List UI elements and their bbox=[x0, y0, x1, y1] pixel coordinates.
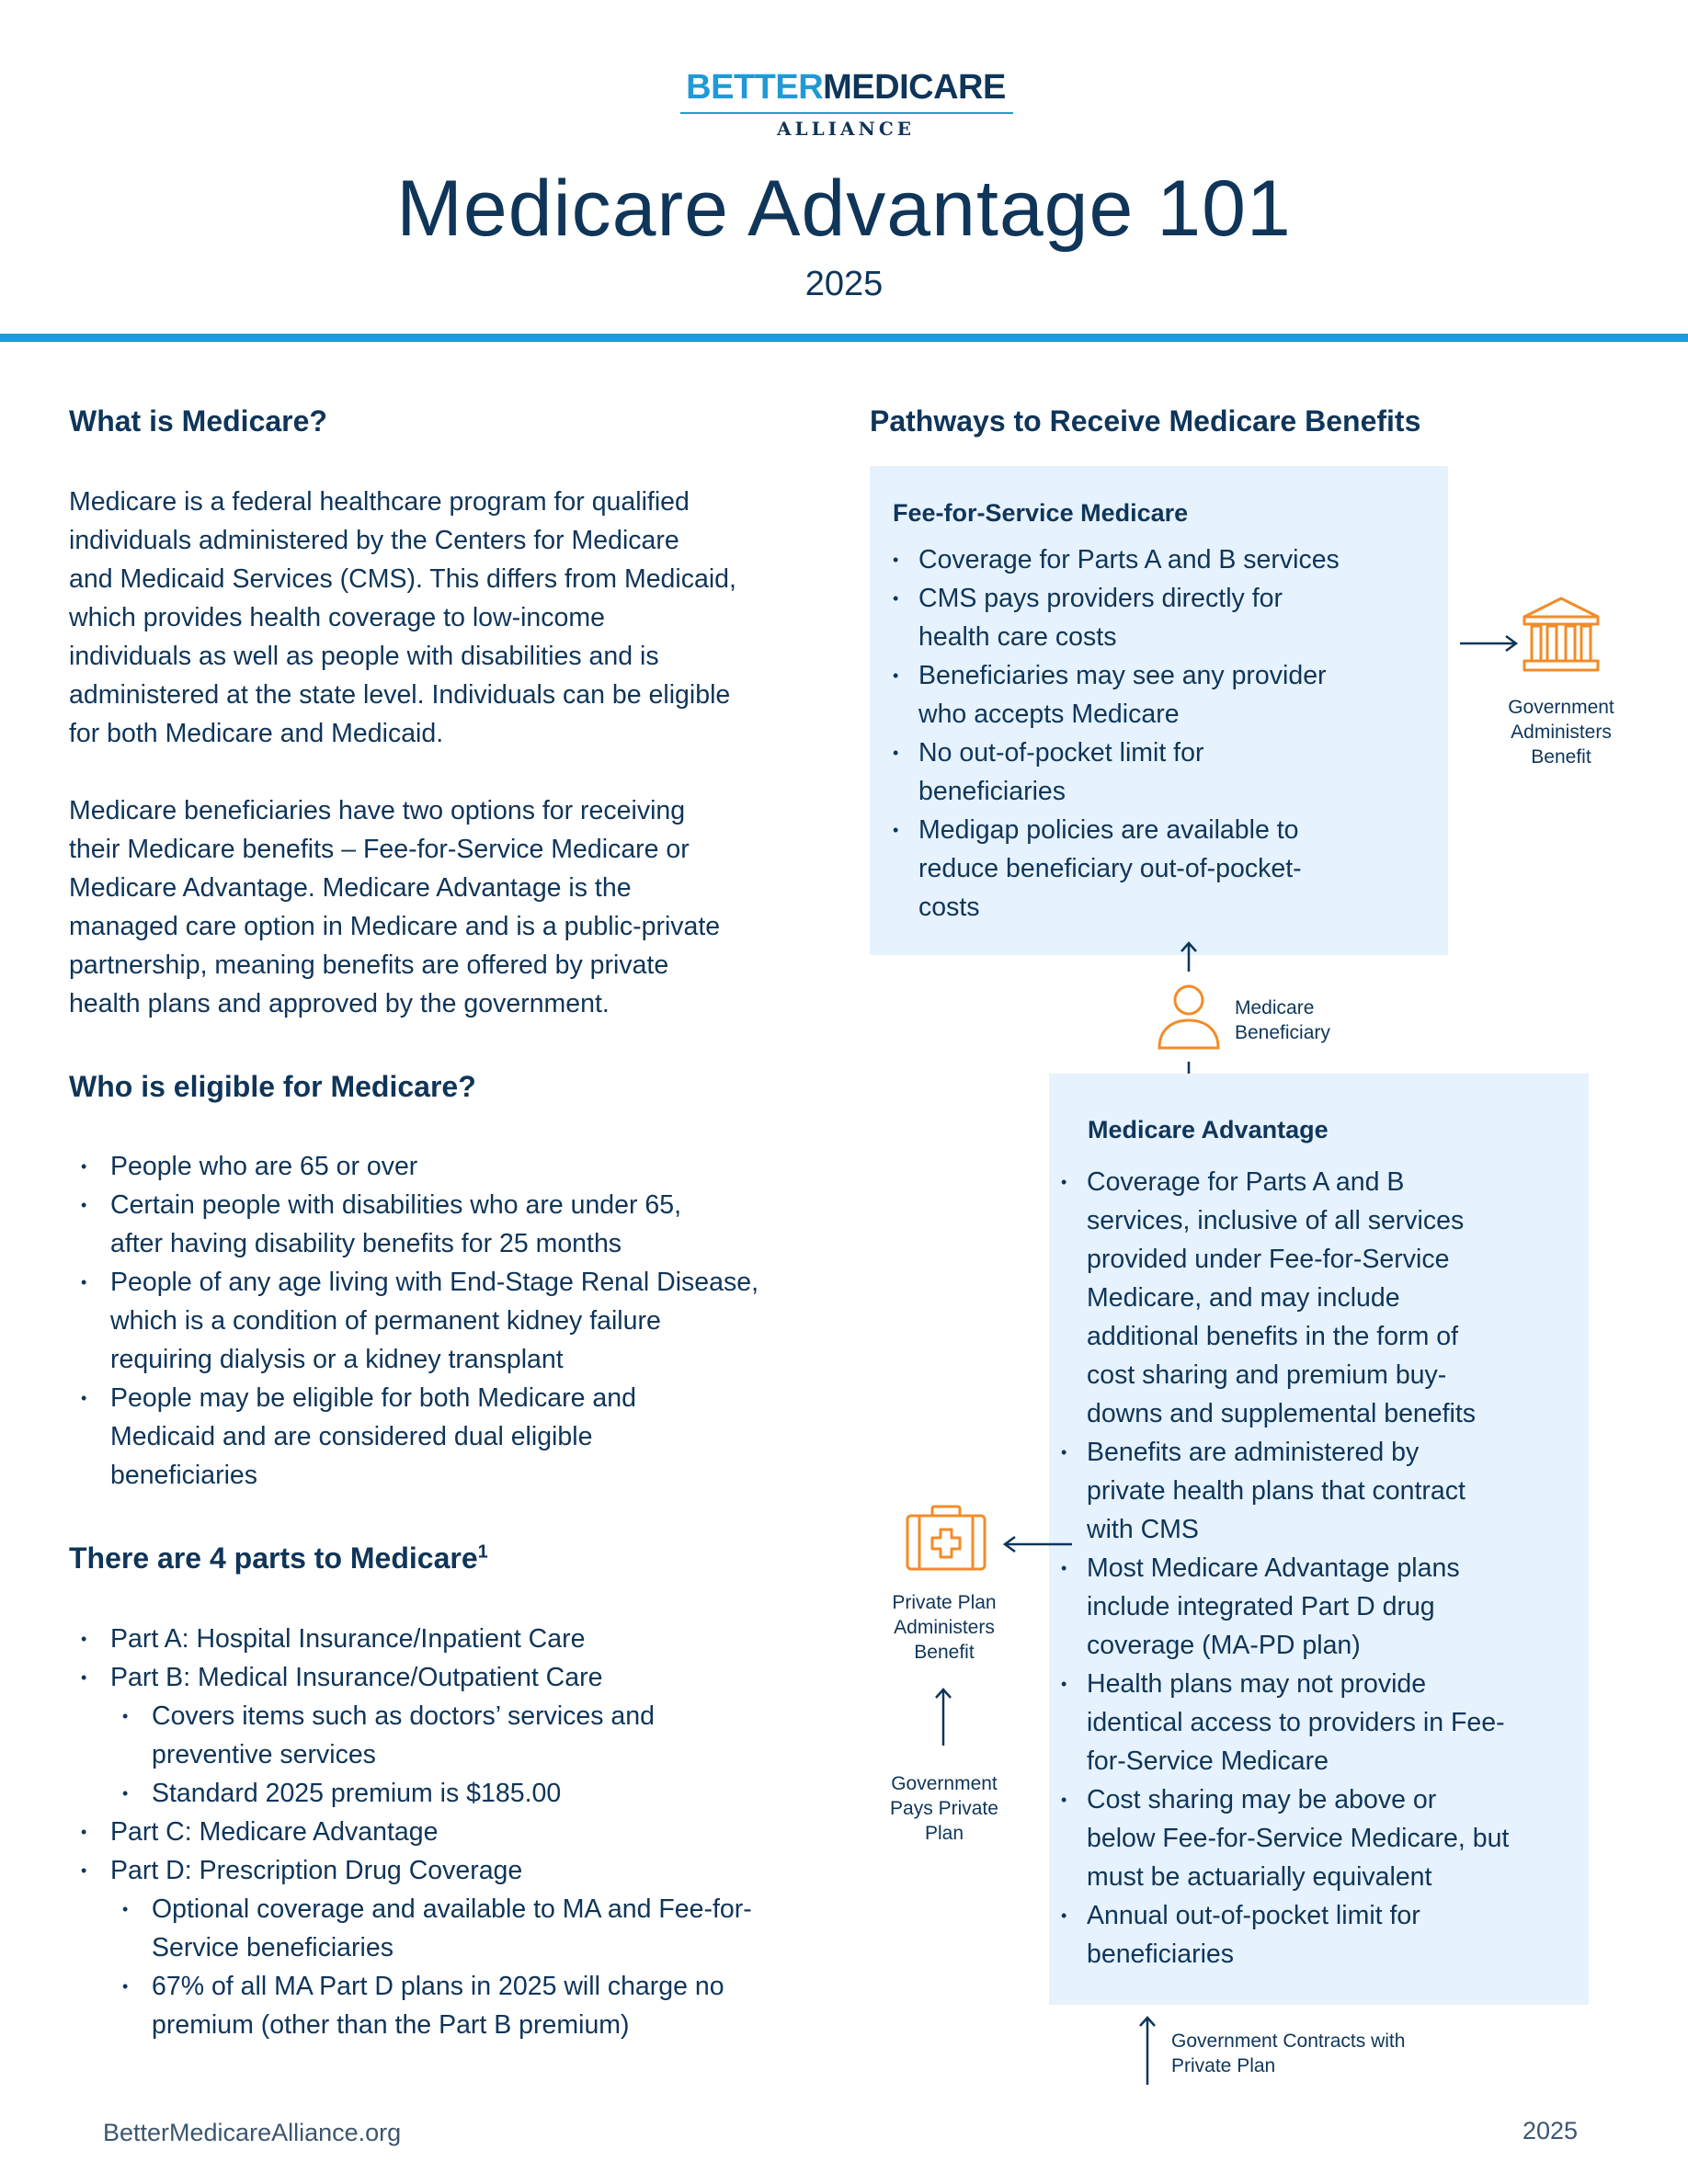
paragraph-line: and Medicaid Services (CMS). This differs from Medicaid, bbox=[69, 564, 736, 594]
list-item bbox=[69, 1967, 841, 2044]
ma-list bbox=[1061, 1163, 1585, 1974]
list-item-line: provided under Fee-for-Service bbox=[1087, 1245, 1450, 1274]
list-item-line: costs bbox=[918, 893, 980, 922]
list-item-line: must be actuarially equivalent bbox=[1087, 1862, 1432, 1892]
beneficiary-label bbox=[1235, 995, 1391, 1045]
list-item-line: requiring dialysis or a kidney transplant bbox=[110, 1345, 564, 1374]
list-item-line: Service beneficiaries bbox=[152, 1933, 393, 1962]
list-item-line: preventive services bbox=[152, 1740, 376, 1769]
list-item bbox=[1061, 1780, 1585, 1896]
list-item bbox=[69, 1697, 841, 1774]
label-line: Beneficiary bbox=[1235, 1022, 1330, 1043]
who-list bbox=[69, 1147, 841, 1495]
list-item-line: • Part B: Medical Insurance/Outpatient Care bbox=[110, 1663, 603, 1692]
list-item bbox=[69, 1774, 841, 1813]
list-item-line: beneficiaries bbox=[918, 777, 1066, 806]
label-line: Administers bbox=[894, 1617, 995, 1638]
list-item-line: below Fee-for-Service Medicare, but bbox=[1087, 1824, 1510, 1853]
label-line: Plan bbox=[924, 1823, 964, 1844]
label-line: Benefit bbox=[1531, 746, 1591, 768]
list-item-line: • Coverage for Parts A and B services bbox=[918, 545, 1340, 574]
list-item bbox=[893, 579, 1435, 656]
ffs-list bbox=[893, 540, 1435, 927]
list-item-line: beneficiaries bbox=[1087, 1939, 1235, 1969]
list-item-line: services, inclusive of all services bbox=[1087, 1206, 1465, 1235]
list-item-line: • Benefits are administered by bbox=[1087, 1438, 1420, 1467]
list-item-line: Medicaid and are considered dual eligible bbox=[110, 1422, 593, 1451]
list-item bbox=[893, 540, 1435, 579]
list-item-line: • CMS pays providers directly for bbox=[918, 584, 1283, 613]
list-item-line: • Coverage for Parts A and B bbox=[1087, 1167, 1405, 1197]
paragraph-line: Medicare beneficiaries have two options for receiving bbox=[69, 796, 686, 825]
label-line: Government bbox=[1508, 697, 1614, 718]
list-item bbox=[69, 1851, 841, 1890]
label-line: Private Plan bbox=[1171, 2055, 1276, 2076]
label-line: Pays Private bbox=[890, 1798, 998, 1819]
paragraph-line: health plans and approved by the government. bbox=[69, 989, 610, 1018]
list-item bbox=[69, 1890, 841, 1967]
list-item-line: additional benefits in the form of bbox=[1087, 1322, 1458, 1351]
paragraph-line: managed care option in Medicare and is a public-private bbox=[69, 912, 721, 941]
list-item bbox=[69, 1263, 841, 1379]
label-line: Medicare bbox=[1235, 997, 1315, 1018]
what-paragraph-2 bbox=[69, 791, 832, 1023]
list-item-line: • No out-of-pocket limit for bbox=[918, 738, 1204, 768]
list-item bbox=[1061, 1549, 1585, 1665]
paragraph-line: Medicare is a federal healthcare program for qualified bbox=[69, 487, 690, 517]
label-line: Government Contracts with bbox=[1171, 2030, 1406, 2052]
list-item-line: with CMS bbox=[1087, 1515, 1199, 1544]
logo-divider bbox=[680, 112, 1013, 114]
list-item bbox=[69, 1620, 841, 1658]
list-item-line: after having disability benefits for 25 months bbox=[110, 1229, 622, 1258]
gov-contracts-label bbox=[1171, 2029, 1484, 2078]
who-heading: Who is eligible for Medicare? bbox=[69, 1070, 476, 1103]
what-paragraph-1 bbox=[69, 483, 832, 753]
paragraph-line: individuals as well as people with disabilities and is bbox=[69, 642, 659, 671]
paragraph-line: for both Medicare and Medicaid. bbox=[69, 719, 444, 748]
parts-list bbox=[69, 1620, 841, 2044]
list-item bbox=[1061, 1665, 1585, 1780]
list-item-line: • Health plans may not provide bbox=[1087, 1669, 1427, 1699]
list-item-line: cost sharing and premium buy- bbox=[1087, 1360, 1447, 1390]
pathways-heading: Pathways to Receive Medicare Benefits bbox=[870, 404, 1421, 438]
list-item-line: • Part D: Prescription Drug Coverage bbox=[110, 1856, 523, 1885]
ma-title: Medicare Advantage bbox=[1088, 1116, 1329, 1143]
list-item-line: which is a condition of permanent kidney failure bbox=[110, 1306, 661, 1336]
list-item bbox=[893, 656, 1435, 734]
arrow-left-icon bbox=[1002, 1530, 1076, 1558]
list-item-line: health care costs bbox=[918, 622, 1117, 652]
paragraph-line: partnership, meaning benefits are offered by private bbox=[69, 950, 669, 980]
list-item-line: downs and supplemental benefits bbox=[1087, 1399, 1477, 1428]
paragraph-line: Medicare Advantage. Medicare Advantage is the bbox=[69, 873, 632, 903]
medical-briefcase-icon bbox=[905, 1504, 987, 1572]
page-title: Medicare Advantage 101 bbox=[396, 165, 1292, 253]
paragraph-line: which provides health coverage to low-income bbox=[69, 603, 605, 632]
list-item bbox=[69, 1186, 841, 1263]
list-item-line: Medicare, and may include bbox=[1087, 1283, 1400, 1313]
ma-box bbox=[1049, 1074, 1589, 2005]
page-year: 2025 bbox=[804, 265, 884, 303]
list-item bbox=[1061, 1896, 1585, 1974]
paragraph-line: individuals administered by the Centers for Medicare bbox=[69, 526, 679, 555]
list-item bbox=[69, 1379, 841, 1495]
list-item-line: coverage (MA-PD plan) bbox=[1087, 1631, 1361, 1660]
list-item-line: identical access to providers in Fee- bbox=[1087, 1708, 1505, 1737]
list-item-line: for-Service Medicare bbox=[1087, 1746, 1329, 1776]
logo-medicare: MEDICARE bbox=[823, 68, 1006, 107]
private-admin-label bbox=[853, 1590, 1035, 1665]
list-item-line: • Beneficiaries may see any provider bbox=[918, 661, 1327, 690]
list-item-line: • Part A: Hospital Insurance/Inpatient Care bbox=[110, 1624, 586, 1654]
logo-better: BETTER bbox=[686, 68, 824, 107]
footnote-marker: 1 bbox=[477, 1541, 488, 1563]
list-item-line: • Certain people with disabilities who are under 65, bbox=[110, 1190, 682, 1220]
ffs-title: Fee-for-Service Medicare bbox=[893, 499, 1189, 527]
list-item bbox=[69, 1658, 841, 1697]
list-item bbox=[69, 1147, 841, 1186]
list-item-line: beneficiaries bbox=[110, 1461, 258, 1490]
header-divider bbox=[0, 334, 1688, 342]
list-item bbox=[1061, 1163, 1585, 1433]
list-item-line: reduce beneficiary out-of-pocket- bbox=[918, 854, 1302, 883]
what-heading: What is Medicare? bbox=[69, 404, 327, 438]
list-item-line: • Standard 2025 premium is $185.00 bbox=[152, 1779, 562, 1808]
logo-alliance: ALLIANCE bbox=[777, 118, 915, 140]
list-item bbox=[893, 811, 1435, 927]
list-item-line: • 67% of all MA Part D plans in 2025 will charge no bbox=[152, 1972, 724, 2001]
gov-admin-label bbox=[1471, 695, 1651, 769]
label-line: Administers bbox=[1511, 722, 1612, 743]
list-item-line: • Most Medicare Advantage plans bbox=[1087, 1553, 1460, 1583]
footer-url[interactable]: BetterMedicareAlliance.org bbox=[103, 2119, 402, 2146]
paragraph-line: their Medicare benefits – Fee-for-Service Medicare or bbox=[69, 835, 690, 864]
list-item-line: • Part C: Medicare Advantage bbox=[110, 1817, 439, 1847]
list-item-line: • Medigap policies are available to bbox=[918, 815, 1299, 845]
arrow-up-icon bbox=[1175, 940, 1203, 973]
footer-year: 2025 bbox=[1523, 2117, 1579, 2144]
gov-pays-label bbox=[853, 1771, 1035, 1846]
label-line: Benefit bbox=[914, 1642, 975, 1663]
person-icon bbox=[1154, 982, 1224, 1052]
paragraph-line: administered at the state level. Individuals can be eligible bbox=[69, 680, 731, 710]
list-item-line: • Optional coverage and available to MA and Fee-for- bbox=[152, 1894, 752, 1924]
arrow-up-icon bbox=[930, 1687, 957, 1749]
list-item-line: premium (other than the Part B premium) bbox=[152, 2010, 630, 2040]
label-line: Private Plan bbox=[892, 1592, 997, 1613]
list-item-line: • People who are 65 or over bbox=[110, 1152, 418, 1181]
ffs-box bbox=[870, 466, 1448, 955]
list-item-line: private health plans that contract bbox=[1087, 1476, 1466, 1506]
list-item-line: who accepts Medicare bbox=[918, 700, 1180, 729]
list-item-line: • People of any age living with End-Stage Renal Disease, bbox=[110, 1268, 759, 1297]
logo-wordmark bbox=[679, 68, 1013, 108]
list-item bbox=[1061, 1433, 1585, 1549]
government-building-icon bbox=[1519, 595, 1603, 676]
arrow-right-icon bbox=[1458, 629, 1523, 656]
label-line: Government bbox=[891, 1773, 998, 1794]
list-item-line: • Covers items such as doctors’ services and bbox=[152, 1701, 655, 1731]
list-item-line: • People may be eligible for both Medicare and bbox=[110, 1383, 636, 1413]
list-item-line: include integrated Part D drug bbox=[1087, 1592, 1435, 1621]
parts-heading-text: There are 4 parts to Medicare bbox=[69, 1541, 478, 1575]
list-item-line: • Cost sharing may be above or bbox=[1087, 1785, 1437, 1814]
parts-heading bbox=[69, 1541, 488, 1575]
arrow-up-icon bbox=[1134, 2015, 1161, 2087]
list-item-line: • Annual out-of-pocket limit for bbox=[1087, 1901, 1420, 1930]
list-item bbox=[893, 734, 1435, 811]
list-item bbox=[69, 1813, 841, 1851]
